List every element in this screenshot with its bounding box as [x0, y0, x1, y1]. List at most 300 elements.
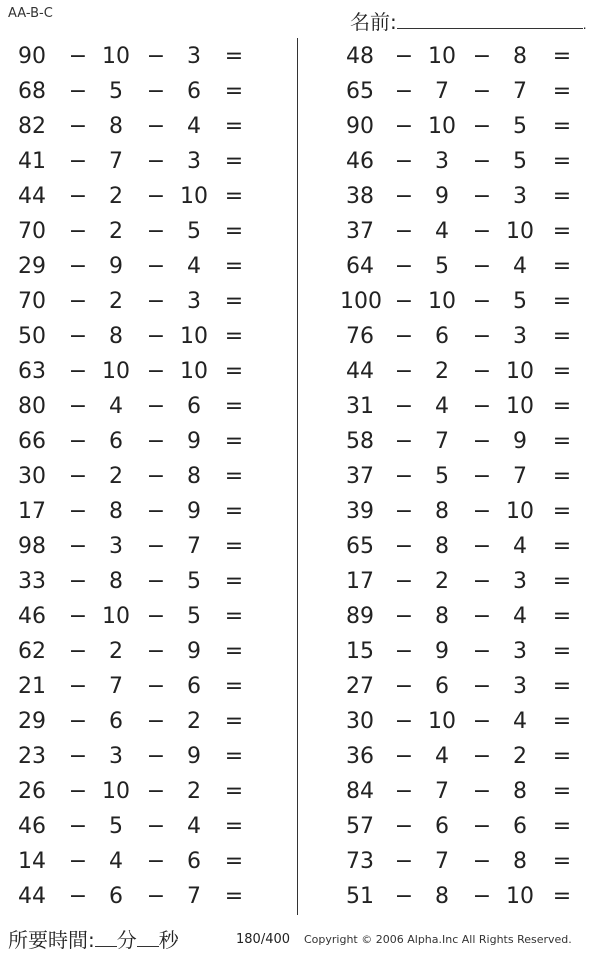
operand-b: 5	[435, 254, 449, 279]
operand-c: 3	[513, 639, 527, 664]
operand-c: 4	[187, 814, 201, 839]
minus-sign: −	[394, 604, 414, 629]
operand-b: 8	[435, 534, 449, 559]
operand-a: 65	[346, 79, 374, 104]
equals-sign: =	[224, 79, 244, 104]
problem-row	[300, 843, 600, 878]
equals-sign: =	[224, 219, 244, 244]
problem-row	[300, 738, 600, 773]
equals-sign: =	[224, 254, 244, 279]
operand-c: 8	[513, 849, 527, 874]
minus-sign: −	[68, 254, 88, 279]
operand-c: 8	[513, 44, 527, 69]
equals-sign: =	[224, 849, 244, 874]
operand-c: 4	[187, 254, 201, 279]
operand-a: 36	[346, 744, 374, 769]
minus-sign: −	[394, 744, 414, 769]
equals-sign: =	[224, 359, 244, 384]
operand-a: 33	[18, 569, 46, 594]
operand-a: 66	[18, 429, 46, 454]
minus-sign: −	[472, 779, 492, 804]
minus-sign: −	[472, 709, 492, 734]
minus-sign: −	[68, 359, 88, 384]
operand-b: 8	[435, 884, 449, 909]
operand-a: 98	[18, 534, 46, 559]
operand-c: 8	[513, 779, 527, 804]
score: 180/400	[236, 932, 291, 947]
problem-row	[300, 808, 600, 843]
operand-a: 39	[346, 499, 374, 524]
minus-sign: −	[394, 884, 414, 909]
minus-sign: −	[68, 884, 88, 909]
minus-sign: −	[394, 849, 414, 874]
worksheet-code: AA-B-C	[8, 6, 53, 21]
operand-a: 27	[346, 674, 374, 699]
minus-sign: −	[146, 744, 166, 769]
problem-row	[300, 423, 600, 458]
problem-row	[300, 353, 600, 388]
minus-sign: −	[472, 324, 492, 349]
operand-b: 4	[109, 394, 123, 419]
operand-a: 41	[18, 149, 46, 174]
minus-sign: −	[472, 499, 492, 524]
minus-sign: −	[394, 149, 414, 174]
minus-sign: −	[146, 184, 166, 209]
operand-a: 26	[18, 779, 46, 804]
minus-sign: −	[146, 534, 166, 559]
equals-sign: =	[224, 779, 244, 804]
operand-a: 65	[346, 534, 374, 559]
problem-row	[0, 703, 300, 738]
operand-b: 9	[435, 639, 449, 664]
minus-sign: −	[68, 639, 88, 664]
equals-sign: =	[224, 884, 244, 909]
operand-b: 5	[435, 464, 449, 489]
minus-sign: −	[394, 639, 414, 664]
operand-c: 8	[187, 464, 201, 489]
equals-sign: =	[224, 149, 244, 174]
minus-sign: −	[472, 289, 492, 314]
time-label: 所要時間:	[8, 928, 95, 952]
operand-a: 51	[346, 884, 374, 909]
problem-row	[300, 73, 600, 108]
operand-b: 7	[435, 429, 449, 454]
operand-c: 6	[187, 79, 201, 104]
operand-a: 70	[18, 219, 46, 244]
operand-b: 9	[109, 254, 123, 279]
problem-row	[300, 703, 600, 738]
operand-a: 57	[346, 814, 374, 839]
equals-sign: =	[224, 114, 244, 139]
minus-sign: −	[394, 114, 414, 139]
minus-sign: −	[68, 464, 88, 489]
equals-sign: =	[552, 639, 572, 664]
operand-b: 5	[109, 79, 123, 104]
problem-row	[0, 318, 300, 353]
operand-c: 10	[506, 394, 534, 419]
operand-b: 10	[428, 709, 456, 734]
minus-sign: −	[146, 289, 166, 314]
operand-a: 46	[18, 814, 46, 839]
problem-row	[300, 248, 600, 283]
operand-a: 29	[18, 254, 46, 279]
minus-sign: −	[472, 394, 492, 419]
operand-a: 38	[346, 184, 374, 209]
minus-sign: −	[146, 604, 166, 629]
copyright: Copyright © 2006 Alpha.Inc All Rights Reserved.	[304, 933, 572, 946]
problem-row	[0, 283, 300, 318]
minus-sign: −	[394, 464, 414, 489]
operand-a: 44	[18, 184, 46, 209]
operand-b: 6	[435, 324, 449, 349]
problem-row	[300, 563, 600, 598]
equals-sign: =	[552, 324, 572, 349]
problem-row	[0, 458, 300, 493]
operand-b: 10	[102, 779, 130, 804]
equals-sign: =	[224, 814, 244, 839]
operand-c: 4	[513, 709, 527, 734]
minus-sign: −	[394, 534, 414, 559]
problem-row	[0, 423, 300, 458]
operand-a: 70	[18, 289, 46, 314]
operand-c: 3	[513, 569, 527, 594]
problem-row	[0, 633, 300, 668]
operand-c: 9	[187, 639, 201, 664]
problem-row	[0, 773, 300, 808]
problem-row	[300, 143, 600, 178]
equals-sign: =	[224, 324, 244, 349]
operand-a: 50	[18, 324, 46, 349]
operand-b: 10	[102, 44, 130, 69]
minus-sign: −	[146, 849, 166, 874]
operand-a: 30	[18, 464, 46, 489]
operand-c: 9	[187, 744, 201, 769]
operand-b: 10	[102, 359, 130, 384]
problem-row	[300, 283, 600, 318]
minus-sign: −	[68, 149, 88, 174]
minus-sign: −	[68, 219, 88, 244]
operand-a: 46	[18, 604, 46, 629]
equals-sign: =	[552, 219, 572, 244]
operand-b: 3	[435, 149, 449, 174]
problem-row	[0, 353, 300, 388]
operand-c: 9	[513, 429, 527, 454]
problem-row	[0, 808, 300, 843]
operand-c: 6	[187, 394, 201, 419]
operand-a: 37	[346, 464, 374, 489]
operand-a: 84	[346, 779, 374, 804]
operand-b: 2	[109, 219, 123, 244]
equals-sign: =	[552, 429, 572, 454]
operand-c: 3	[513, 324, 527, 349]
operand-a: 30	[346, 709, 374, 734]
minus-sign: −	[146, 779, 166, 804]
minus-sign: −	[146, 359, 166, 384]
operand-c: 5	[513, 289, 527, 314]
operand-c: 6	[187, 849, 201, 874]
minus-sign: −	[68, 44, 88, 69]
operand-b: 2	[435, 359, 449, 384]
operand-b: 7	[109, 674, 123, 699]
problem-row	[0, 38, 300, 73]
problem-row	[0, 73, 300, 108]
operand-b: 6	[435, 814, 449, 839]
minus-sign: −	[472, 254, 492, 279]
minus-sign: −	[146, 709, 166, 734]
problem-row	[0, 843, 300, 878]
operand-a: 90	[18, 44, 46, 69]
problem-row	[300, 388, 600, 423]
equals-sign: =	[552, 569, 572, 594]
equals-sign: =	[552, 744, 572, 769]
minus-sign: −	[394, 709, 414, 734]
problem-row	[0, 598, 300, 633]
equals-sign: =	[224, 674, 244, 699]
operand-a: 23	[18, 744, 46, 769]
minus-sign: −	[146, 114, 166, 139]
minus-sign: −	[146, 149, 166, 174]
operand-a: 73	[346, 849, 374, 874]
equals-sign: =	[552, 359, 572, 384]
operand-a: 80	[18, 394, 46, 419]
minus-sign: −	[146, 219, 166, 244]
name-end-mark: .	[582, 18, 587, 32]
minus-sign: −	[146, 639, 166, 664]
operand-c: 7	[187, 534, 201, 559]
operand-a: 17	[18, 499, 46, 524]
minus-sign: −	[68, 499, 88, 524]
minus-sign: −	[472, 534, 492, 559]
equals-sign: =	[224, 44, 244, 69]
minus-sign: −	[472, 184, 492, 209]
operand-b: 4	[435, 394, 449, 419]
equals-sign: =	[552, 604, 572, 629]
minus-sign: −	[472, 674, 492, 699]
problem-row	[300, 213, 600, 248]
operand-a: 58	[346, 429, 374, 454]
minus-sign: −	[472, 639, 492, 664]
operand-b: 8	[109, 114, 123, 139]
minus-sign: −	[68, 429, 88, 454]
operand-a: 44	[346, 359, 374, 384]
operand-c: 5	[187, 569, 201, 594]
minus-sign: −	[472, 114, 492, 139]
minus-sign: −	[394, 569, 414, 594]
equals-sign: =	[552, 779, 572, 804]
minutes-unit: 分	[116, 928, 137, 952]
operand-a: 89	[346, 604, 374, 629]
problem-row	[0, 878, 300, 913]
operand-a: 63	[18, 359, 46, 384]
minus-sign: −	[68, 849, 88, 874]
minus-sign: −	[394, 814, 414, 839]
operand-c: 9	[187, 499, 201, 524]
operand-b: 5	[109, 814, 123, 839]
operand-c: 7	[187, 884, 201, 909]
operand-c: 3	[187, 289, 201, 314]
equals-sign: =	[224, 639, 244, 664]
minus-sign: −	[472, 149, 492, 174]
operand-c: 3	[187, 149, 201, 174]
operand-b: 2	[109, 639, 123, 664]
minus-sign: −	[472, 814, 492, 839]
operand-b: 4	[435, 219, 449, 244]
minus-sign: −	[146, 884, 166, 909]
operand-c: 2	[187, 709, 201, 734]
operand-a: 31	[346, 394, 374, 419]
equals-sign: =	[224, 289, 244, 314]
minus-sign: −	[472, 884, 492, 909]
equals-sign: =	[224, 429, 244, 454]
operand-b: 10	[428, 289, 456, 314]
operand-c: 6	[513, 814, 527, 839]
equals-sign: =	[552, 254, 572, 279]
minus-sign: −	[68, 324, 88, 349]
equals-sign: =	[224, 534, 244, 559]
minus-sign: −	[472, 44, 492, 69]
name-field[interactable]	[350, 6, 587, 35]
operand-b: 10	[428, 44, 456, 69]
equals-sign: =	[224, 744, 244, 769]
equals-sign: =	[552, 464, 572, 489]
equals-sign: =	[552, 394, 572, 419]
problem-row	[0, 178, 300, 213]
equals-sign: =	[224, 464, 244, 489]
equals-sign: =	[552, 534, 572, 559]
minus-sign: −	[394, 79, 414, 104]
equals-sign: =	[224, 499, 244, 524]
problem-row	[0, 213, 300, 248]
operand-a: 21	[18, 674, 46, 699]
operand-b: 8	[435, 499, 449, 524]
problem-row	[0, 108, 300, 143]
minus-sign: −	[146, 394, 166, 419]
equals-sign: =	[552, 814, 572, 839]
operand-c: 10	[180, 359, 208, 384]
seconds-unit: 秒	[158, 928, 179, 952]
operand-b: 2	[109, 289, 123, 314]
minus-sign: −	[68, 709, 88, 734]
equals-sign: =	[552, 184, 572, 209]
operand-c: 9	[187, 429, 201, 454]
operand-c: 10	[506, 219, 534, 244]
minus-sign: −	[472, 359, 492, 384]
equals-sign: =	[224, 184, 244, 209]
equals-sign: =	[552, 674, 572, 699]
problem-row	[0, 143, 300, 178]
operand-b: 7	[109, 149, 123, 174]
minus-sign: −	[394, 219, 414, 244]
operand-b: 8	[109, 569, 123, 594]
operand-b: 8	[109, 499, 123, 524]
operand-a: 100	[340, 289, 382, 314]
operand-b: 4	[109, 849, 123, 874]
minus-sign: −	[472, 604, 492, 629]
operand-c: 10	[506, 499, 534, 524]
operand-c: 7	[513, 464, 527, 489]
equals-sign: =	[552, 499, 572, 524]
minus-sign: −	[472, 849, 492, 874]
operand-a: 46	[346, 149, 374, 174]
problem-row	[300, 493, 600, 528]
minus-sign: −	[394, 499, 414, 524]
operand-a: 15	[346, 639, 374, 664]
minus-sign: −	[146, 674, 166, 699]
operand-b: 4	[435, 744, 449, 769]
equals-sign: =	[224, 709, 244, 734]
minus-sign: −	[68, 674, 88, 699]
problem-row	[300, 108, 600, 143]
minus-sign: −	[394, 184, 414, 209]
operand-b: 6	[435, 674, 449, 699]
equals-sign: =	[552, 289, 572, 314]
operand-c: 4	[513, 534, 527, 559]
equals-sign: =	[552, 44, 572, 69]
operand-c: 3	[513, 184, 527, 209]
minus-sign: −	[146, 569, 166, 594]
minus-sign: −	[146, 324, 166, 349]
problem-row	[300, 633, 600, 668]
problem-row	[300, 38, 600, 73]
problem-row	[0, 738, 300, 773]
operand-b: 8	[435, 604, 449, 629]
operand-c: 5	[513, 114, 527, 139]
operand-c: 4	[513, 604, 527, 629]
operand-a: 64	[346, 254, 374, 279]
operand-b: 6	[109, 429, 123, 454]
problem-row	[0, 388, 300, 423]
operand-b: 7	[435, 849, 449, 874]
equals-sign: =	[552, 114, 572, 139]
operand-c: 2	[187, 779, 201, 804]
operand-a: 62	[18, 639, 46, 664]
problem-row	[300, 878, 600, 913]
minus-sign: −	[394, 674, 414, 699]
minus-sign: −	[68, 114, 88, 139]
problem-row	[0, 493, 300, 528]
minus-sign: −	[146, 814, 166, 839]
minus-sign: −	[472, 429, 492, 454]
equals-sign: =	[224, 569, 244, 594]
minus-sign: −	[394, 44, 414, 69]
minus-sign: −	[394, 429, 414, 454]
name-underline[interactable]	[397, 10, 583, 29]
minus-sign: −	[472, 744, 492, 769]
minus-sign: −	[68, 604, 88, 629]
operand-c: 7	[513, 79, 527, 104]
operand-a: 29	[18, 709, 46, 734]
time-field[interactable]	[8, 924, 179, 953]
minus-sign: −	[394, 779, 414, 804]
problem-row	[300, 773, 600, 808]
operand-b: 2	[109, 464, 123, 489]
operand-b: 2	[435, 569, 449, 594]
minus-sign: −	[394, 324, 414, 349]
minus-sign: −	[146, 464, 166, 489]
operand-b: 9	[435, 184, 449, 209]
minus-sign: −	[146, 44, 166, 69]
operand-b: 10	[102, 604, 130, 629]
operand-c: 5	[187, 219, 201, 244]
operand-a: 48	[346, 44, 374, 69]
operand-b: 3	[109, 534, 123, 559]
problem-row	[0, 668, 300, 703]
operand-a: 14	[18, 849, 46, 874]
equals-sign: =	[224, 604, 244, 629]
minus-sign: −	[68, 394, 88, 419]
minus-sign: −	[146, 429, 166, 454]
operand-a: 82	[18, 114, 46, 139]
